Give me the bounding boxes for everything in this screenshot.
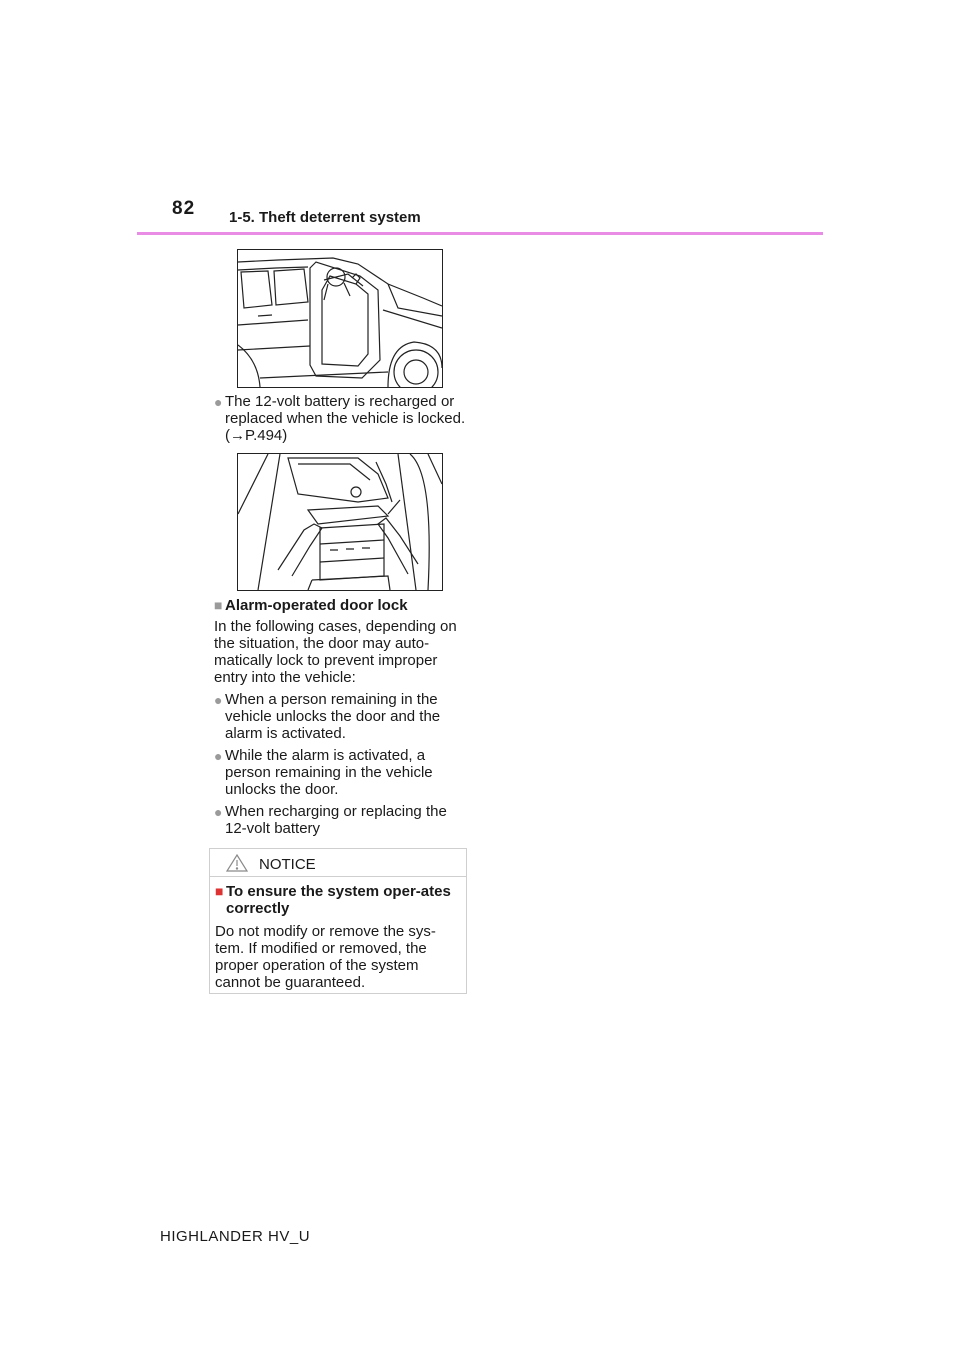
bullet-icon: ●: [214, 748, 223, 764]
page-number: 82: [172, 198, 196, 219]
section-title: 1-5. Theft deterrent system: [229, 209, 421, 226]
arrow-icon: →: [230, 427, 245, 444]
warning-triangle-icon: [226, 854, 248, 877]
list-item: ● When recharging or replacing the 12-volt battery: [214, 803, 447, 837]
notice-box: [209, 848, 467, 994]
bullet-icon: ●: [214, 804, 223, 820]
notice-label: NOTICE: [259, 856, 316, 873]
list-item: ● The 12-volt battery is recharged or replaced when the vehicle is locked. (→P.494): [214, 393, 466, 444]
intro-paragraph: In the following cases, depending on the situation, the door may auto-matically lock to prevent improper entry into the vehicle:: [214, 618, 457, 686]
bullet-icon: ●: [214, 692, 223, 708]
list-item: ● When a person remaining in the vehicle unlocks the door and the alarm is activated.: [214, 691, 441, 742]
battery-replacement-illustration: [237, 453, 443, 591]
square-bullet-icon: ■: [215, 883, 224, 899]
section-heading: ■ Alarm-operated door lock: [214, 597, 408, 614]
list-item: ● While the alarm is activated, a person remaining in the vehicle unlocks the door.: [214, 747, 433, 798]
car-door-open-illustration: [237, 249, 443, 388]
notice-header: [210, 849, 466, 877]
header-rule: [137, 232, 823, 235]
page-reference-link[interactable]: P.494: [245, 427, 283, 444]
square-bullet-icon: ■: [214, 597, 223, 613]
notice-text: Do not modify or remove the sys-tem. If modified or removed, the proper operation of the system cannot be guaranteed.: [215, 923, 436, 991]
footer-model: HIGHLANDER HV_U: [160, 1228, 311, 1245]
notice-heading: ■ To ensure the system oper-ates correctly: [215, 883, 451, 917]
bullet-icon: ●: [214, 394, 223, 410]
